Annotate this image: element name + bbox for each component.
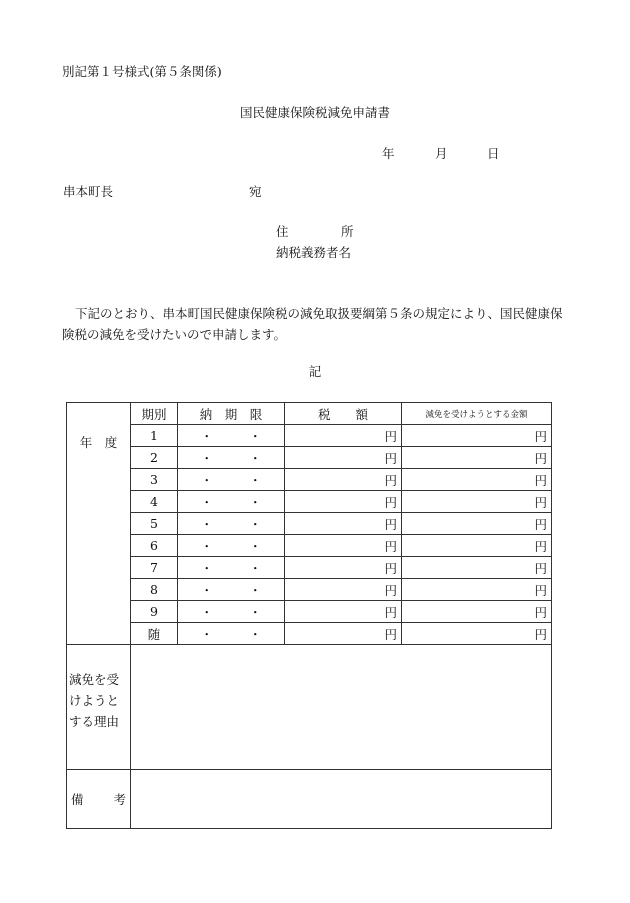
- table-row: [67, 513, 552, 535]
- header-tax-amount: 税 額: [285, 403, 402, 425]
- date-separator-dot: ・: [200, 560, 213, 576]
- address-label-first: 住: [276, 224, 289, 239]
- period-cell: 3: [131, 469, 178, 491]
- date-separator-dot: ・: [200, 516, 213, 532]
- reduction-amount-cell[interactable]: 円: [402, 601, 552, 623]
- tax-amount-cell[interactable]: 円: [285, 601, 402, 623]
- tax-amount-cell[interactable]: 円: [285, 425, 402, 447]
- date-separator-dot: ・: [249, 560, 262, 576]
- table-row: [67, 535, 552, 557]
- notes-label-first: 備: [71, 792, 84, 807]
- fiscal-year-label: 年 度: [67, 403, 131, 645]
- reason-field[interactable]: [131, 645, 552, 770]
- period-cell: 4: [131, 491, 178, 513]
- date-separator-dot: ・: [249, 538, 262, 554]
- period-cell: 8: [131, 579, 178, 601]
- tax-reduction-table: [66, 402, 552, 829]
- due-date-cell[interactable]: [178, 535, 285, 557]
- period-cell: 7: [131, 557, 178, 579]
- table-row: [67, 425, 552, 447]
- notes-row: [67, 770, 552, 829]
- reduction-amount-cell[interactable]: 円: [402, 491, 552, 513]
- date-month-label: 月: [435, 146, 448, 161]
- date-separator-dot: ・: [200, 582, 213, 598]
- due-date-cell[interactable]: [178, 491, 285, 513]
- date-separator-dot: ・: [249, 626, 262, 642]
- period-cell: 6: [131, 535, 178, 557]
- due-date-cell[interactable]: [178, 579, 285, 601]
- table-row: [67, 623, 552, 645]
- period-cell: 9: [131, 601, 178, 623]
- tax-amount-cell[interactable]: 円: [285, 535, 402, 557]
- date-separator-dot: ・: [200, 450, 213, 466]
- reduction-amount-cell[interactable]: 円: [402, 513, 552, 535]
- table-row: [67, 579, 552, 601]
- period-cell: 2: [131, 447, 178, 469]
- period-cell: 5: [131, 513, 178, 535]
- date-separator-dot: ・: [249, 494, 262, 510]
- due-date-cell[interactable]: [178, 513, 285, 535]
- tax-amount-cell[interactable]: 円: [285, 469, 402, 491]
- date-separator-dot: ・: [200, 494, 213, 510]
- form-label: 別記第１号様式(第５条関係): [62, 64, 222, 79]
- date-separator-dot: ・: [200, 604, 213, 620]
- due-date-cell[interactable]: [178, 425, 285, 447]
- date-day-label: 日: [487, 146, 500, 161]
- reduction-amount-cell[interactable]: 円: [402, 425, 552, 447]
- period-cell: 1: [131, 425, 178, 447]
- date-year-label: 年: [382, 146, 395, 161]
- table-row: [67, 447, 552, 469]
- addressee-suffix: 宛: [249, 184, 262, 199]
- reduction-amount-cell[interactable]: 円: [402, 535, 552, 557]
- reduction-amount-cell[interactable]: 円: [402, 469, 552, 491]
- date-separator-dot: ・: [200, 626, 213, 642]
- notes-label: [67, 770, 131, 829]
- date-separator-dot: ・: [200, 472, 213, 488]
- notes-field[interactable]: [131, 770, 552, 829]
- notes-label-second: 考: [113, 792, 126, 807]
- address-label-second: 所: [341, 224, 354, 239]
- date-separator-dot: ・: [249, 582, 262, 598]
- tax-amount-cell[interactable]: 円: [285, 579, 402, 601]
- header-due-date: 納 期 限: [178, 403, 285, 425]
- header-period: 期別: [131, 403, 178, 425]
- due-date-cell[interactable]: [178, 623, 285, 645]
- application-body-text: 下記のとおり、串本町国民健康保険税の減免取扱要綱第５条の規定により、国民健康保険税の減免を受けたいので申請します。: [62, 306, 563, 342]
- date-separator-dot: ・: [200, 428, 213, 444]
- date-separator-dot: ・: [249, 450, 262, 466]
- tax-amount-cell[interactable]: 円: [285, 623, 402, 645]
- taxpayer-name-label: 納税義務者名: [276, 245, 352, 260]
- reduction-amount-cell[interactable]: 円: [402, 557, 552, 579]
- period-cell: 随: [131, 623, 178, 645]
- date-separator-dot: ・: [249, 428, 262, 444]
- due-date-cell[interactable]: [178, 447, 285, 469]
- reason-row: [67, 645, 552, 770]
- ki-heading: 記: [308, 364, 322, 379]
- date-separator-dot: ・: [200, 538, 213, 554]
- tax-amount-cell[interactable]: 円: [285, 447, 402, 469]
- reduction-amount-cell[interactable]: 円: [402, 579, 552, 601]
- tax-amount-cell[interactable]: 円: [285, 513, 402, 535]
- reason-label: 減免を受けようとする理由: [67, 645, 131, 770]
- document-title: 国民健康保険税減免申請書: [239, 105, 390, 120]
- table-row: [67, 557, 552, 579]
- table-row: [67, 601, 552, 623]
- due-date-cell[interactable]: [178, 469, 285, 491]
- reduction-amount-cell[interactable]: 円: [402, 623, 552, 645]
- addressee-name: 串本町長: [63, 184, 114, 199]
- date-separator-dot: ・: [249, 472, 262, 488]
- header-reduction-amount: 減免を受けようとする金額: [402, 403, 552, 425]
- tax-amount-cell[interactable]: 円: [285, 491, 402, 513]
- due-date-cell[interactable]: [178, 601, 285, 623]
- table-row: [67, 491, 552, 513]
- tax-amount-cell[interactable]: 円: [285, 557, 402, 579]
- table-row: [67, 469, 552, 491]
- due-date-cell[interactable]: [178, 557, 285, 579]
- date-separator-dot: ・: [249, 516, 262, 532]
- date-separator-dot: ・: [249, 604, 262, 620]
- table-header-row: [67, 403, 552, 425]
- reduction-amount-cell[interactable]: 円: [402, 447, 552, 469]
